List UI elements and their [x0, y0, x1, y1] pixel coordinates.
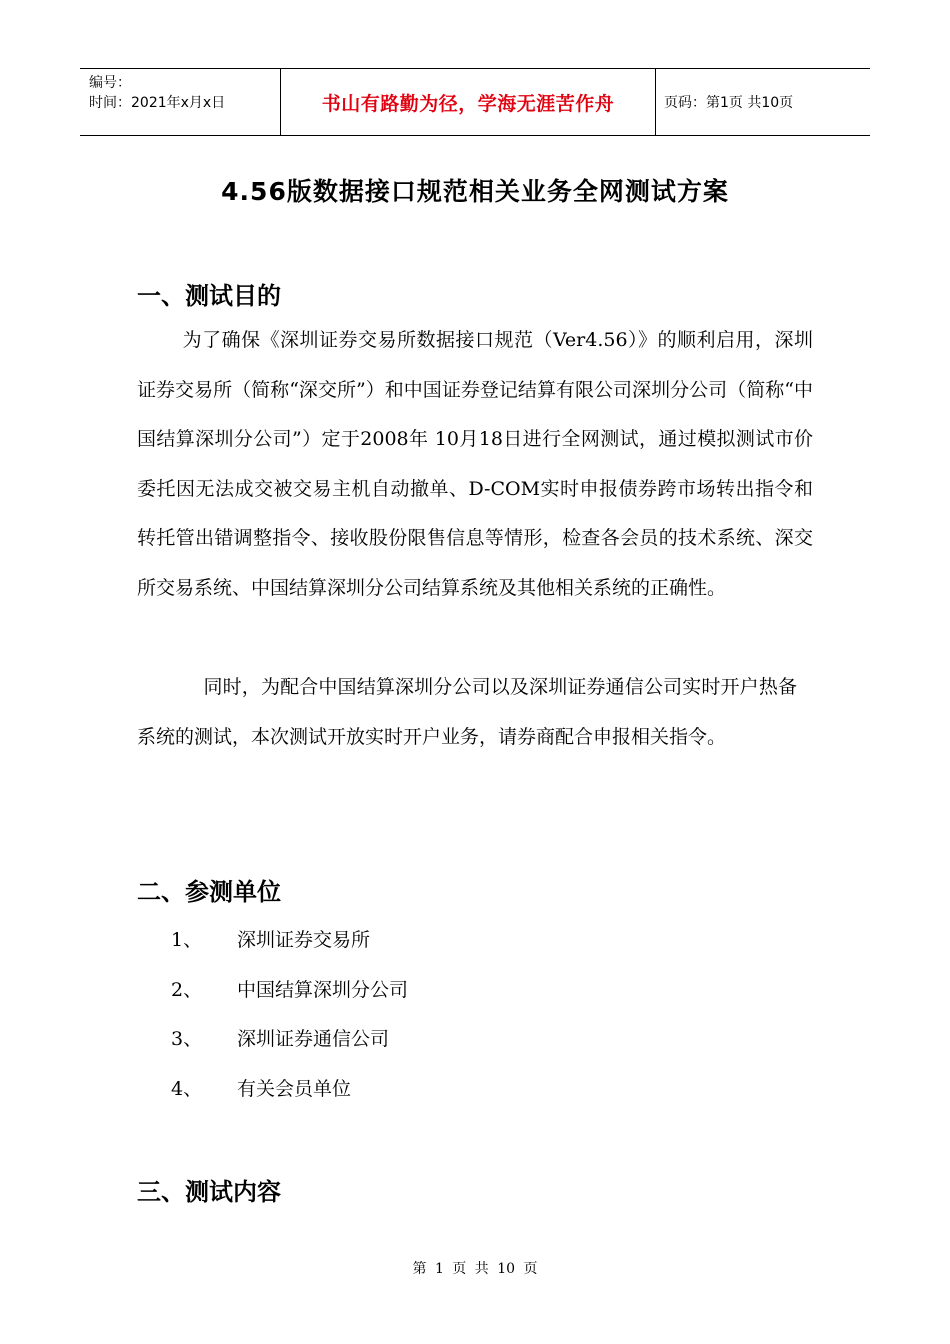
list-text: 有关会员单位 [237, 1078, 352, 1100]
list-item [171, 1024, 389, 1051]
list-item [171, 975, 408, 1002]
header-page-info: 页码：第1页 共10页 [664, 95, 794, 111]
page-header [80, 68, 870, 136]
section-heading-content: 三、测试内容 [137, 1178, 281, 1206]
header-motto: 书山有路勤为径，学海无涯苦作舟 [281, 69, 656, 135]
list-number: 3、 [171, 1028, 203, 1050]
document-title: 4.56版数据接口规范相关业务全网测试方案 [221, 177, 729, 206]
serial-label: 编号： [89, 75, 131, 91]
list-item [171, 925, 370, 952]
time-label: 时间：2021年x月x日 [89, 95, 226, 111]
paragraph-purpose: 为了确保《深圳证券交易所数据接口规范（Ver4.56）》的顺利启用，深圳证券交易所（简称“深交所”）和中国证券登记结算有限公司深圳分公司（简称“中国结算深圳分公司”）定于2008年 10月18日进行全网测试，通过模拟测试市价委托因无法成交被交易主机自动撤单、D-COM实时申报债券跨市场转出指令和转托管出错调整指令、接收股份限售信息等情形，检查各会员的技术系统、深交所交易系统、中国结算深圳分公司结算系统及其他相关系统的正确性。 [137, 329, 813, 599]
list-item [171, 1074, 351, 1101]
list-number: 1、 [171, 929, 203, 951]
list-text: 深圳证券通信公司 [237, 1028, 390, 1050]
section-heading-participants: 二、参测单位 [137, 878, 281, 906]
list-number: 4、 [171, 1078, 203, 1100]
page-footer: 第 1 页 共 10 页 [412, 1261, 538, 1277]
list-text: 中国结算深圳分公司 [237, 979, 409, 1001]
list-text: 深圳证券交易所 [237, 929, 371, 951]
list-number: 2、 [171, 979, 203, 1001]
header-meta-cell [80, 69, 281, 135]
paragraph-realtime-account: 同时，为配合中国结算深圳分公司以及深圳证券通信公司实时开户热备系统的测试，本次测试开放实时开户业务，请券商配合申报相关指令。 [137, 676, 797, 748]
section-heading-purpose: 一、测试目的 [137, 282, 281, 310]
